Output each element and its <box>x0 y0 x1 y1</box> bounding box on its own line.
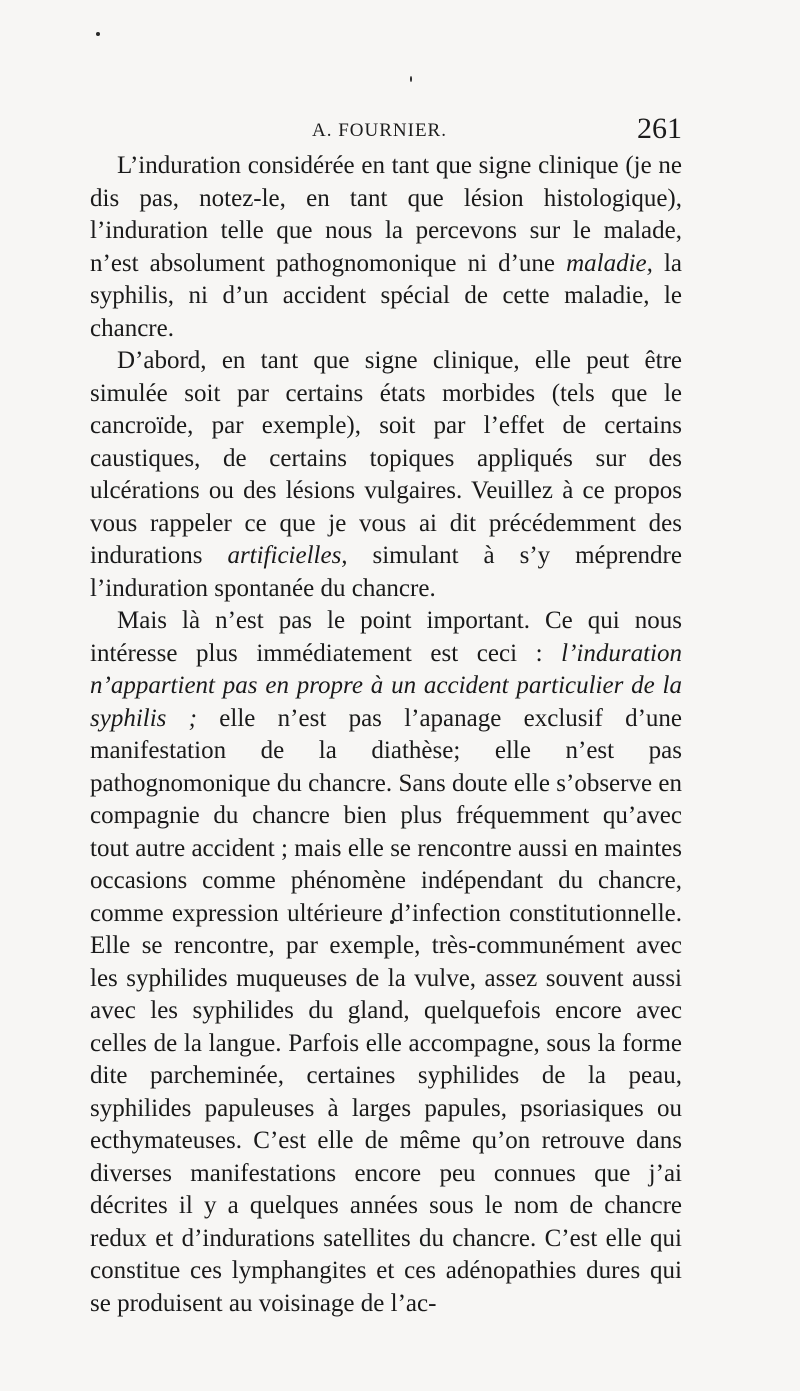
running-head: A. FOURNIER. <box>312 120 447 141</box>
body-text <box>90 150 682 1320</box>
ink-speck <box>410 76 412 82</box>
text-segment: Mais là n’est pas le point important. Ce qui nous intéresse plus immédiatement est ceci : <box>90 607 682 667</box>
page-header <box>92 112 682 146</box>
text-segment: elle n’est pas l’apanage exclusif d’une manifestation de la diathèse; elle n’est pas pathognomonique du chancre. Sans doute elle s’observe en compagnie du chancre bien plus fréquemment qu’avec tout autre accident ; mais elle se rencontre aussi en maintes occasions comme phénomène indépendant du chancre, comme expression ultérieure d’infection constitutionnelle. Elle se rencontre, par exemple, très-communément avec les syphilides muqueuses de la vulve, assez souvent aussi avec les syphilides du gland, quelquefois encore avec celles de la langue. Parfois elle accompagne, sous la forme dite parcheminée, certaines syphilides de la peau, syphilides papuleuses à larges papules, psoriasiques ou ecthymateuses. C’est elle de même qu’on retrouve dans diverses manifestations encore peu connues que j’ai décrites il y a quelques années sous le nom de chancre redux et d’indurations satellites du chancre. C’est elle qui constitue ces lymphangites et ces adénopathies dures qui se produisent au voisinage de l’ac- <box>90 704 682 1317</box>
ink-speck <box>96 32 100 36</box>
paragraph-2 <box>90 345 682 605</box>
text-segment: D’abord, en tant que signe clinique, elle peut être simulée soit par certains états morbides (tels que le cancroïde, par exemple), soit par l’effet de certains caustiques, de certains topiques appliqués sur des ulcérations ou des lésions vulgaires. Veuillez à ce propos vous rappeler ce que je vous ai dit précédemment des indurations <box>90 347 682 569</box>
paragraph-3 <box>90 605 682 1320</box>
italic-segment: maladie, <box>566 249 653 277</box>
text-segment: simulant à s’y méprendre l’induration spontanée du chancre. <box>90 542 682 602</box>
text-segment: L’induration considérée en tant que signe clinique (je ne dis pas, notez-le, en tant que lésion histologique), l’induration telle que nous la percevons sur le malade, n’est absolument pathognomonique ni d’une <box>90 152 682 277</box>
paragraph-1 <box>90 150 682 345</box>
text-segment: la syphilis, ni d’un accident spécial de cette maladie, le chancre. <box>90 249 682 342</box>
italic-segment: artificielles, <box>227 542 348 569</box>
italic-segment: l’induration n’appartient pas en propre à un accident particulier de la syphilis ; <box>90 639 682 732</box>
page-number: 261 <box>637 112 682 145</box>
